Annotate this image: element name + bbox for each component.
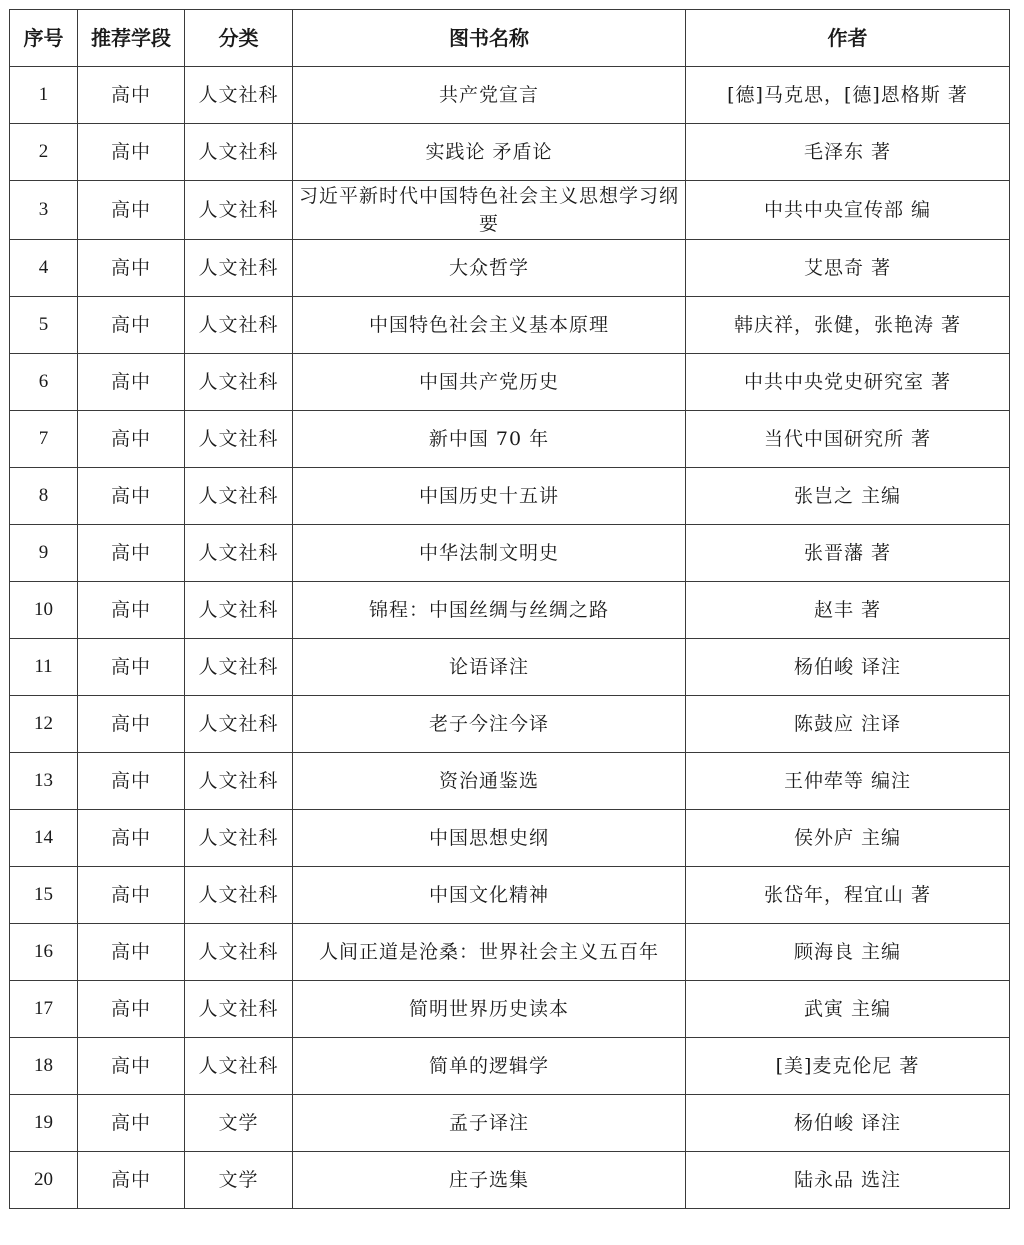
table-row [10,468,1010,525]
table-row [10,753,1010,810]
cell-author: 韩庆祥，张健，张艳涛 著 [686,297,1010,354]
cell-no: 9 [10,525,78,582]
cell-author: 赵丰 著 [686,582,1010,639]
cell-title: 中国历史十五讲 [293,468,686,525]
cell-author: 张晋藩 著 [686,525,1010,582]
cell-title: 老子今注今译 [293,696,686,753]
cell-stage: 高中 [78,1095,185,1152]
cell-no: 4 [10,240,78,297]
cell-author: 武寅 主编 [686,981,1010,1038]
cell-category: 人文社科 [185,924,293,981]
cell-stage: 高中 [78,67,185,124]
cell-title: 简单的逻辑学 [293,1038,686,1095]
cell-stage: 高中 [78,696,185,753]
cell-title: 人间正道是沧桑：世界社会主义五百年 [293,924,686,981]
cell-no: 17 [10,981,78,1038]
table-body [10,67,1010,1209]
table-row [10,181,1010,240]
cell-author: 当代中国研究所 著 [686,411,1010,468]
table-row [10,525,1010,582]
table-row [10,411,1010,468]
cell-stage: 高中 [78,240,185,297]
cell-title: 实践论 矛盾论 [293,124,686,181]
cell-author: 毛泽东 著 [686,124,1010,181]
cell-no: 8 [10,468,78,525]
table-row [10,981,1010,1038]
cell-author: 杨伯峻 译注 [686,639,1010,696]
cell-category: 人文社科 [185,297,293,354]
cell-no: 14 [10,810,78,867]
cell-no: 18 [10,1038,78,1095]
header-author: 作者 [686,10,1010,67]
cell-no: 7 [10,411,78,468]
cell-author: 陈鼓应 注译 [686,696,1010,753]
cell-stage: 高中 [78,639,185,696]
cell-no: 16 [10,924,78,981]
cell-category: 人文社科 [185,67,293,124]
cell-no: 2 [10,124,78,181]
cell-author: 中共中央宣传部 编 [686,181,1010,240]
table-row [10,124,1010,181]
table-row [10,1038,1010,1095]
cell-stage: 高中 [78,810,185,867]
cell-category: 人文社科 [185,240,293,297]
cell-no: 13 [10,753,78,810]
cell-title: 资治通鉴选 [293,753,686,810]
cell-title: 论语译注 [293,639,686,696]
cell-title: 中国思想史纲 [293,810,686,867]
cell-stage: 高中 [78,354,185,411]
header-no: 序号 [10,10,78,67]
book-list-table [9,9,1010,1209]
cell-stage: 高中 [78,297,185,354]
cell-title: 习近平新时代中国特色社会主义思想学习纲要 [293,181,686,240]
cell-category: 人文社科 [185,639,293,696]
table-row [10,240,1010,297]
cell-no: 11 [10,639,78,696]
cell-title: 简明世界历史读本 [293,981,686,1038]
cell-category: 人文社科 [185,696,293,753]
cell-title: 中国文化精神 [293,867,686,924]
cell-title: 共产党宣言 [293,67,686,124]
cell-stage: 高中 [78,1152,185,1209]
table-row [10,1095,1010,1152]
cell-category: 文学 [185,1152,293,1209]
table-row [10,67,1010,124]
table-row [10,297,1010,354]
cell-category: 人文社科 [185,867,293,924]
cell-author: 陆永品 选注 [686,1152,1010,1209]
cell-category: 人文社科 [185,981,293,1038]
cell-stage: 高中 [78,753,185,810]
cell-no: 20 [10,1152,78,1209]
header-stage: 推荐学段 [78,10,185,67]
cell-title: 孟子译注 [293,1095,686,1152]
cell-author: [美]麦克伦尼 著 [686,1038,1010,1095]
cell-title: 新中国 70 年 [293,411,686,468]
cell-author: 艾思奇 著 [686,240,1010,297]
header-title: 图书名称 [293,10,686,67]
cell-stage: 高中 [78,1038,185,1095]
cell-category: 人文社科 [185,181,293,240]
cell-no: 1 [10,67,78,124]
cell-stage: 高中 [78,468,185,525]
cell-author: 中共中央党史研究室 著 [686,354,1010,411]
table-row [10,696,1010,753]
cell-author: 顾海良 主编 [686,924,1010,981]
cell-category: 人文社科 [185,468,293,525]
cell-stage: 高中 [78,411,185,468]
header-row [10,10,1010,67]
header-category: 分类 [185,10,293,67]
cell-title: 锦程：中国丝绸与丝绸之路 [293,582,686,639]
cell-stage: 高中 [78,124,185,181]
cell-no: 3 [10,181,78,240]
cell-no: 19 [10,1095,78,1152]
cell-stage: 高中 [78,924,185,981]
table-row [10,582,1010,639]
table-row [10,810,1010,867]
cell-no: 15 [10,867,78,924]
cell-title: 庄子选集 [293,1152,686,1209]
cell-category: 文学 [185,1095,293,1152]
cell-stage: 高中 [78,867,185,924]
table-row [10,639,1010,696]
cell-title: 大众哲学 [293,240,686,297]
cell-author: 侯外庐 主编 [686,810,1010,867]
cell-stage: 高中 [78,525,185,582]
cell-stage: 高中 [78,181,185,240]
cell-category: 人文社科 [185,753,293,810]
cell-title: 中华法制文明史 [293,525,686,582]
table-row [10,354,1010,411]
cell-category: 人文社科 [185,354,293,411]
cell-stage: 高中 [78,582,185,639]
cell-category: 人文社科 [185,525,293,582]
cell-no: 5 [10,297,78,354]
cell-no: 10 [10,582,78,639]
cell-author: 杨伯峻 译注 [686,1095,1010,1152]
table-row [10,924,1010,981]
cell-category: 人文社科 [185,124,293,181]
cell-category: 人文社科 [185,810,293,867]
cell-category: 人文社科 [185,1038,293,1095]
cell-no: 6 [10,354,78,411]
cell-category: 人文社科 [185,411,293,468]
cell-title: 中国特色社会主义基本原理 [293,297,686,354]
table-row [10,867,1010,924]
cell-author: 张岱年，程宜山 著 [686,867,1010,924]
cell-author: [德]马克思，[德]恩格斯 著 [686,67,1010,124]
cell-title: 中国共产党历史 [293,354,686,411]
table-row [10,1152,1010,1209]
cell-stage: 高中 [78,981,185,1038]
cell-author: 张岂之 主编 [686,468,1010,525]
cell-no: 12 [10,696,78,753]
cell-author: 王仲荦等 编注 [686,753,1010,810]
cell-category: 人文社科 [185,582,293,639]
